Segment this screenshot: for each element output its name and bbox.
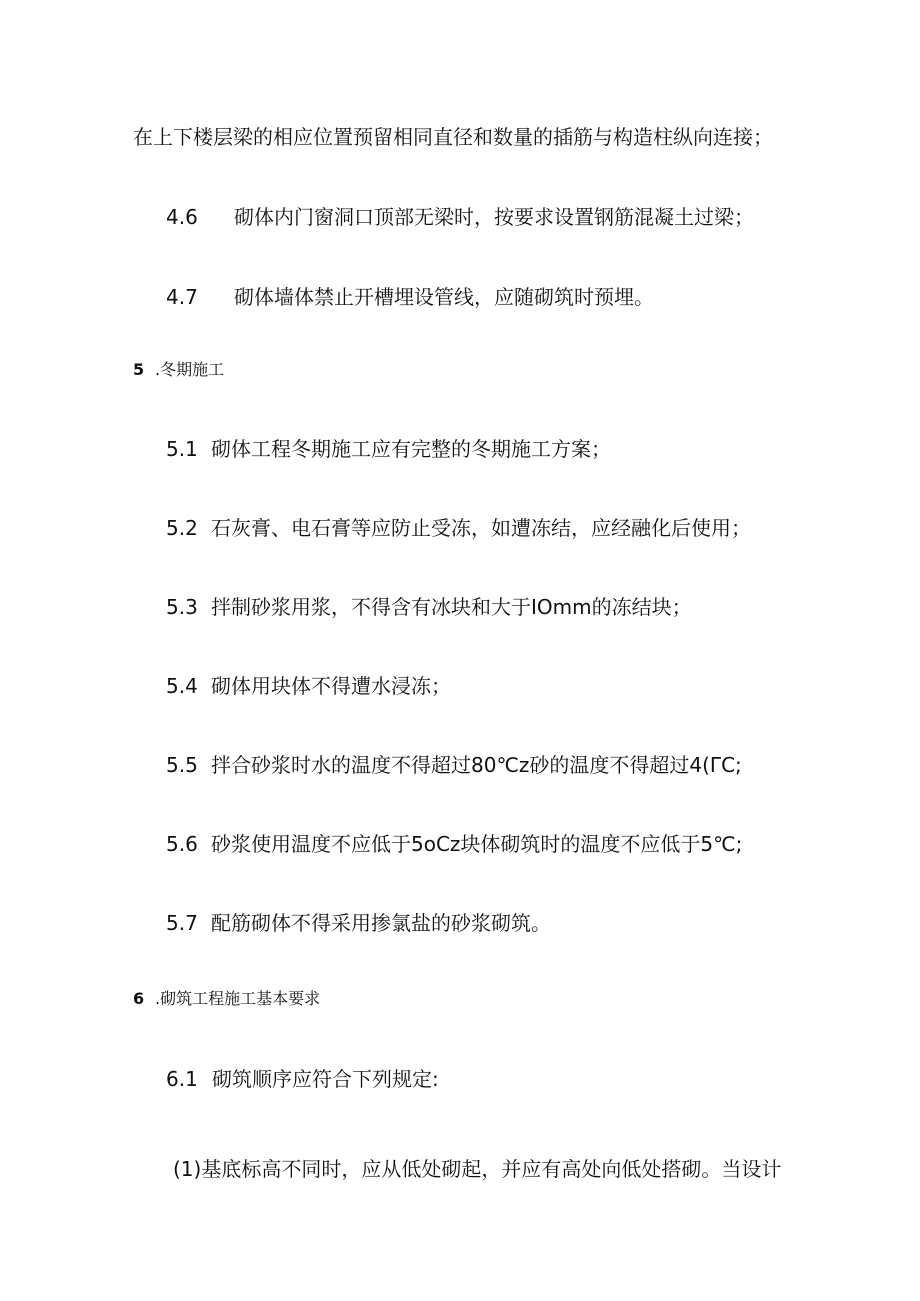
clause-text: 砂浆使用温度不应低于5oCz块体砌筑时的温度不应低于5℃;: [211, 832, 743, 856]
clause-number: 5.4: [166, 674, 198, 698]
clause-5-3: [166, 594, 692, 620]
clause-text: 砌体用块体不得遭水浸冻；: [211, 674, 451, 698]
clause-text: 拌合砂浆时水的温度不得超过80℃z砂的温度不得超过4(ΓC;: [211, 753, 742, 777]
clause-number: 5.2: [166, 516, 198, 540]
clause-5-5: [166, 752, 742, 778]
section-heading-6: [133, 988, 320, 1010]
section-number: 6: [133, 989, 145, 1008]
clause-text: 石灰膏、电石膏等应防止受冻，如遭冻结，应经融化后使用；: [211, 516, 751, 540]
clause-number: 5.5: [166, 753, 198, 777]
clause-text: 拌制砂浆用浆，不得含有冰块和大于IOmm的冻结块；: [211, 595, 692, 619]
clause-5-1: [166, 436, 611, 462]
section-title: .冬期施工: [155, 360, 225, 379]
section-number: 5: [133, 360, 145, 379]
clause-5-7: [166, 910, 551, 936]
clause-text: 砌筑顺序应符合下列规定:: [212, 1067, 439, 1091]
clause-text: 配筋砌体不得采用掺氯盐的砂浆砌筑。: [211, 911, 551, 935]
list-item-text: (1)基底标高不同时，应从低处砌起，并应有高处向低处搭砌。当设计: [173, 1157, 782, 1181]
clause-number: 5.7: [166, 911, 198, 935]
paragraph-text: 在上下楼层梁的相应位置预留相同直径和数量的插筋与构造柱纵向连接；: [133, 125, 773, 149]
section-heading-5: [133, 359, 224, 381]
clause-4-7: [166, 284, 654, 310]
clause-text: 砌体墙体禁止开槽埋设管线，应随砌筑时预埋。: [234, 285, 654, 309]
clause-number: 4.7: [166, 285, 198, 309]
section-title: .砌筑工程施工基本要求: [155, 989, 321, 1008]
clause-5-4: [166, 673, 451, 699]
clause-6-1: [166, 1066, 439, 1092]
clause-number: 5.3: [166, 595, 198, 619]
clause-number: 6.1: [166, 1067, 198, 1091]
list-item-1: [173, 1156, 781, 1182]
clause-5-6: [166, 831, 742, 857]
clause-4-6: [166, 204, 754, 230]
clause-number: 5.1: [166, 437, 198, 461]
paragraph-intro: [133, 124, 773, 150]
clause-text: 砌体工程冬期施工应有完整的冬期施工方案；: [211, 437, 611, 461]
clause-text: 砌体内门窗洞口顶部无梁时，按要求设置钢筋混凝土过梁；: [234, 205, 754, 229]
clause-number: 5.6: [166, 832, 198, 856]
clause-5-2: [166, 515, 751, 541]
clause-number: 4.6: [166, 205, 198, 229]
